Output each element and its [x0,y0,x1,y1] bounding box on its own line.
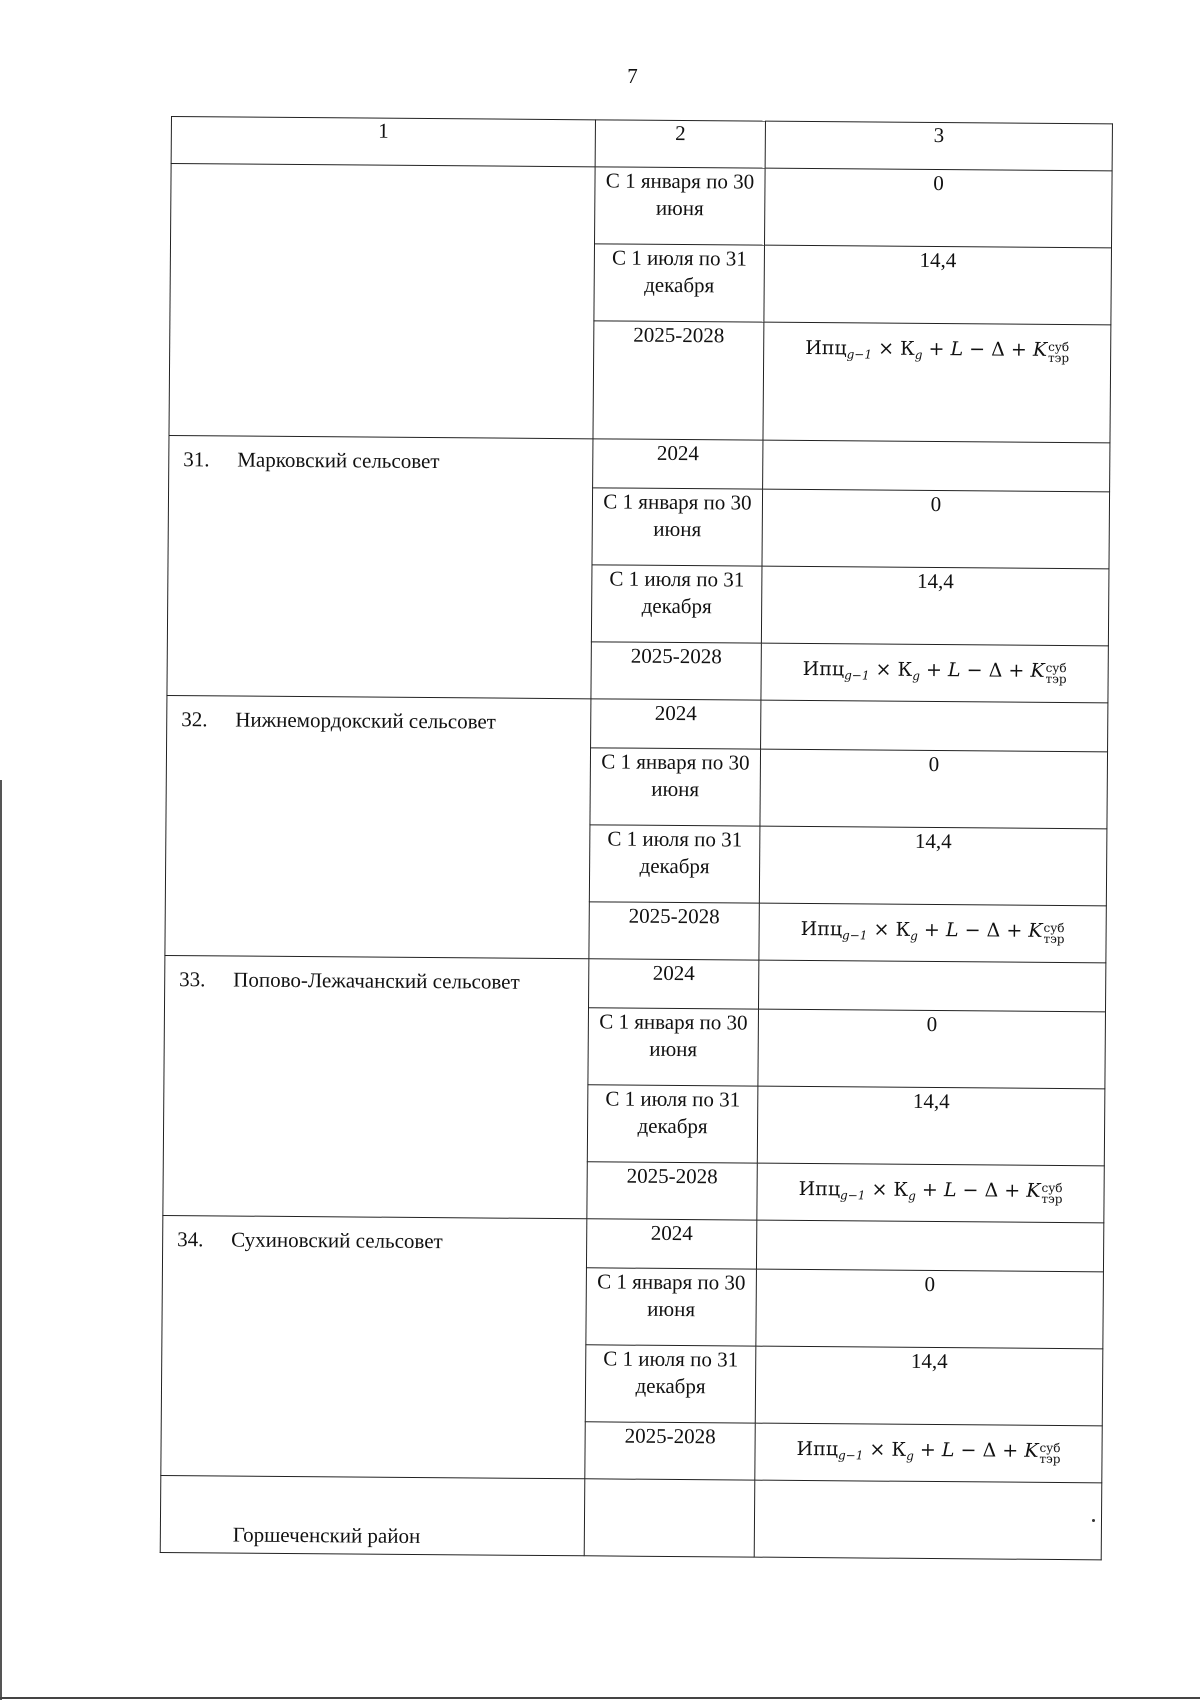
settlements-body [161,435,1110,1482]
formula-k: К [891,1438,907,1461]
year-cell: 2024 [586,1219,756,1269]
formula-base-sub: g−1 [846,347,873,362]
table-body [169,117,1112,443]
formula-cell [755,1423,1102,1483]
value-cell: 14,4 [764,245,1112,325]
formula-kter: K [1030,659,1045,682]
formula-plus: + [1006,919,1023,942]
formula-base-sub: g−1 [839,1188,866,1203]
formula-base: Ипц [798,1177,841,1201]
settlement-number: 34. [177,1227,204,1252]
value-cell: 14,4 [757,1086,1105,1166]
formula-kter-sub: тэр [1047,350,1070,366]
formula-kter-sub: тэр [1043,931,1065,947]
formula-delta: Δ [988,659,1003,682]
formula-kter: K [1026,1179,1041,1202]
formula-plus: + [1002,1439,1019,1462]
formula-plus: + [1004,1179,1021,1202]
formula-times: × [873,918,890,941]
formula-kter: K [1032,338,1048,361]
formula-k-sub: g [910,928,918,943]
formula-minus: − [964,919,981,942]
header-col-1: 1 [171,117,595,167]
value-cell: 14,4 [759,826,1107,906]
formula-plus: + [1008,659,1025,682]
table-row [162,1215,1103,1271]
tariff-formula [760,904,1106,946]
empty-cell [763,440,1110,492]
table-row [171,164,1113,248]
value-cell: 14,4 [755,1346,1103,1426]
page-number: 7 [627,64,638,88]
formula-base-sub: g−1 [842,928,868,943]
header-col-2: 2 [595,120,765,168]
scan-dot [1092,1519,1095,1522]
formula-plus: + [923,918,940,942]
formula-plus: + [919,1438,936,1462]
formula-kter-sub: тэр [1045,671,1067,687]
period-cell: С 1 июля по 31 декабря [594,244,765,322]
continued-name-cell [169,164,595,439]
table-row [167,695,1108,751]
period-cell: С 1 июля по 31 декабря [589,825,760,903]
formula-minus: − [960,1439,977,1462]
year-cell: 2024 [593,439,763,489]
value-cell: 0 [758,1009,1106,1089]
settlement-name-cell [161,1215,587,1478]
period-cell: С 1 января по 30 июня [590,748,761,826]
formula-k-sub: g [914,347,923,362]
formula-l: L [943,1179,957,1202]
settlement-name: Нижнемордокский сельсовет [235,707,497,734]
formula-l: L [947,659,961,682]
formula-base-sub: g−1 [844,668,870,683]
district-name: Горшеченский район [232,1522,421,1549]
value-cell: 0 [756,1269,1104,1349]
formula-kter: K [1028,919,1043,942]
district-cell [160,1475,585,1555]
period-cell: С 1 июля по 31 декабря [587,1085,758,1163]
value-cell: 0 [765,168,1113,248]
formula-delta: Δ [984,1179,999,1202]
formula-k: К [899,337,915,360]
tariff-formula [755,1424,1101,1466]
settlement-name: Сухиновский сельсовет [231,1227,443,1254]
table-row [165,955,1106,1011]
formula-times: × [871,1178,888,1201]
formula-delta: Δ [991,338,1005,361]
formula-kter: K [1024,1439,1039,1462]
empty-cell [756,1220,1103,1272]
period-cell: С 1 июля по 31 декабря [591,565,762,643]
value-cell: 0 [760,749,1108,829]
tariff-formula [757,1164,1103,1206]
settlement-name-cell [167,435,593,698]
formula-base: Ипц [805,336,847,360]
formula-kter-sub: тэр [1041,1191,1063,1207]
period-cell: 2025-2028 [593,321,764,440]
header-col-3: 3 [765,121,1112,171]
formula-kter-sup: суб [1045,660,1067,676]
formula-delta: Δ [986,919,1001,942]
formula-plus: + [1010,338,1027,361]
formula-l: L [950,338,964,361]
tariff-table [160,116,1113,1560]
formula-base: Ипц [800,917,843,941]
year-cell: 2024 [589,959,759,1009]
settlement-name: Попово-Лежачанский сельсовет [233,967,520,994]
formula-k: К [893,1178,909,1201]
formula-times: × [878,337,895,360]
formula-base: Ипц [802,657,845,681]
settlement-number: 31. [183,447,210,472]
formula-minus: − [966,659,983,682]
period-cell: 2025-2028 [587,1162,757,1220]
formula-kter-sup: суб [1039,1440,1061,1456]
formula-k-sub: g [912,668,920,683]
formula-plus: + [925,658,943,682]
formula-base: Ипц [796,1437,839,1461]
formula-kter-sup: суб [1041,1180,1063,1196]
formula-kter-sup: суб [1043,920,1065,936]
formula-k: К [895,918,911,941]
table-row [169,435,1110,491]
empty-cell [754,1480,1102,1560]
formula-cell [757,1163,1104,1223]
value-cell: 14,4 [761,566,1109,646]
formula-k: К [897,658,913,681]
period-cell: С 1 июля по 31 декабря [585,1345,756,1423]
formula-base-sub: g−1 [837,1448,864,1463]
period-cell: С 1 января по 30 июня [586,1268,757,1346]
formula-cell [763,322,1111,443]
formula-kter-sup: суб [1048,339,1070,355]
scan-edge-line [0,780,2,1700]
period-cell: С 1 января по 30 июня [595,167,766,245]
formula-minus: − [969,338,986,361]
settlement-name-cell [163,955,589,1218]
formula-k-sub: g [908,1188,916,1203]
formula-minus: − [962,1179,979,1202]
tariff-formula [764,323,1110,365]
district-row [160,1475,1102,1559]
settlement-name: Марковский сельсовет [237,447,440,474]
period-cell: С 1 января по 30 июня [588,1008,759,1086]
formula-delta: Δ [982,1439,997,1462]
empty-cell [584,1479,755,1557]
year-cell: 2024 [591,699,761,749]
empty-cell [761,700,1108,752]
district-body [160,1475,1102,1559]
empty-cell [759,960,1106,1012]
formula-plus: + [921,1178,938,1202]
header-row [171,117,1112,171]
settlement-name-cell [165,695,591,958]
scan-bottom-line [0,1697,1200,1699]
settlement-number: 33. [179,967,206,992]
period-cell: 2025-2028 [591,642,761,700]
formula-k-sub: g [906,1448,914,1463]
period-cell: 2025-2028 [589,902,759,960]
formula-cell [761,643,1108,703]
formula-l: L [941,1439,955,1462]
formula-kter-sub: тэр [1039,1451,1061,1467]
period-cell: С 1 января по 30 июня [592,488,763,566]
value-cell: 0 [762,489,1110,569]
formula-cell [759,903,1106,963]
formula-times: × [875,658,892,681]
settlement-number: 32. [181,707,208,732]
formula-plus: + [928,337,945,361]
formula-times: × [869,1438,886,1461]
tariff-formula [762,644,1108,686]
formula-l: L [945,919,959,942]
period-cell: 2025-2028 [585,1422,755,1480]
